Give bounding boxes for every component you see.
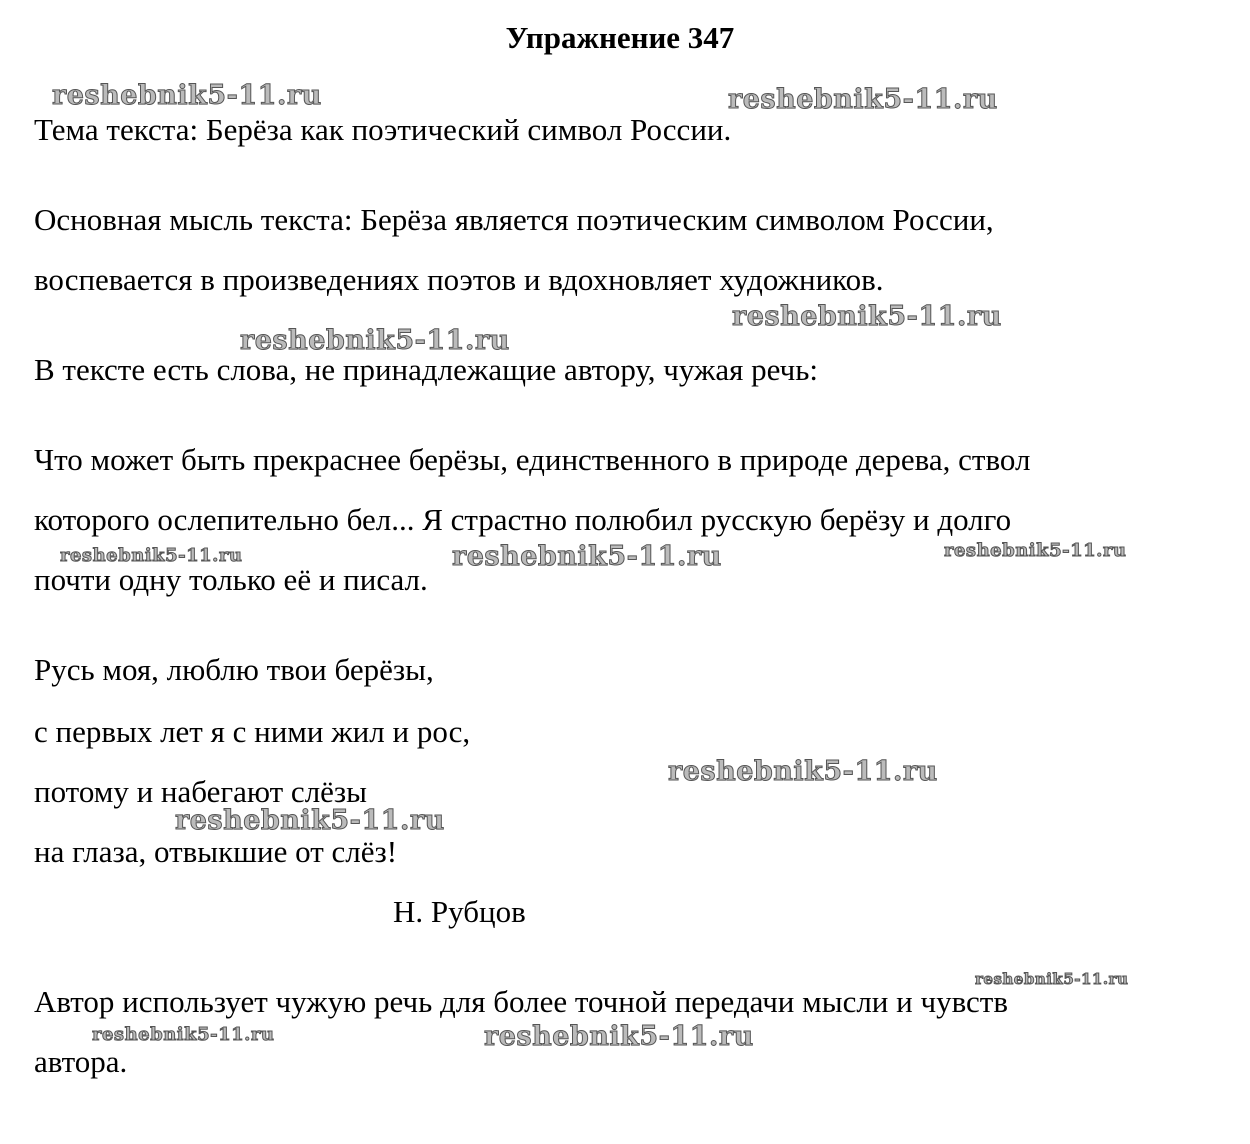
conclusion-line-2: автора.	[34, 1044, 128, 1079]
watermark: reshebnik5-11.ru	[944, 540, 1127, 561]
watermark: reshebnik5-11.ru	[668, 756, 938, 787]
watermark: reshebnik5-11.ru	[484, 1021, 754, 1052]
quote-line-1: Что может быть прекраснее берёзы, единственного в природе дерева, ствол	[34, 442, 1031, 477]
poem-line-4: на глаза, отвыкшие от слёз!	[34, 834, 398, 869]
poem-line-2: с первых лет я с ними жил и рос,	[34, 714, 471, 749]
main-idea-line-1: Основная мысль текста: Берёза является поэтическим символом России,	[34, 202, 994, 237]
foreign-speech-intro: В тексте есть слова, не принадлежащие автору, чужая речь:	[34, 352, 819, 387]
main-idea-line-2: воспевается в произведениях поэтов и вдохновляет художников.	[34, 262, 884, 297]
watermark: reshebnik5-11.ru	[732, 301, 1002, 332]
watermark: reshebnik5-11.ru	[452, 541, 722, 572]
watermark: reshebnik5-11.ru	[240, 325, 510, 356]
watermark: reshebnik5-11.ru	[975, 970, 1129, 988]
poem-line-1: Русь моя, люблю твои берёзы,	[34, 652, 434, 687]
exercise-title: Упражнение 347	[505, 20, 735, 55]
quote-line-3: почти одну только её и писал.	[34, 562, 428, 597]
poem-line-3: потому и набегают слёзы	[34, 774, 367, 809]
poem-author: Н. Рубцов	[393, 894, 526, 929]
quote-line-2: которого ослепительно бел... Я страстно полюбил русскую берёзу и долго	[34, 502, 1012, 537]
watermark: reshebnik5-11.ru	[728, 84, 998, 115]
watermark: reshebnik5-11.ru	[92, 1024, 275, 1045]
text-topic: Тема текста: Берёза как поэтический символ России.	[34, 112, 732, 147]
watermark: reshebnik5-11.ru	[60, 545, 243, 566]
watermark: reshebnik5-11.ru	[52, 80, 322, 111]
watermark: reshebnik5-11.ru	[175, 805, 445, 836]
conclusion-line-1: Автор использует чужую речь для более точной передачи мысли и чувств	[34, 984, 1008, 1019]
